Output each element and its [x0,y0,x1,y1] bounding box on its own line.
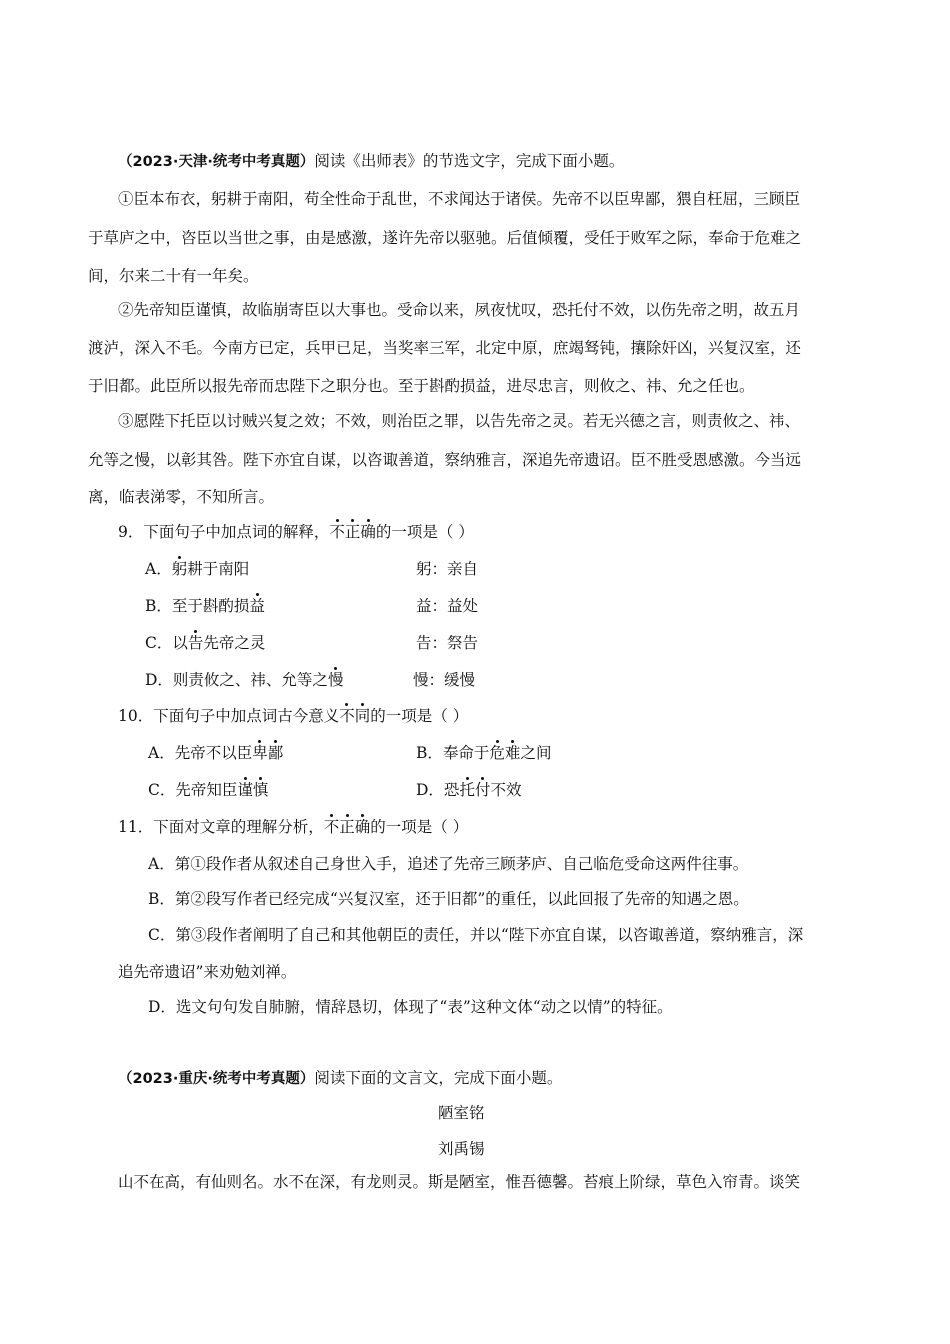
poem-author: 刘禹锡 [438,1140,485,1158]
p1-line3: 间，尔来二十有一年矣。 [88,267,259,285]
q10-option-b: B．奉命于危难之间 [416,744,552,762]
q10-option-c: C．先帝知臣谨慎 [148,781,269,799]
section2-source: （2023·重庆·统考中考真题） [118,1071,315,1087]
q11-stem: 11．下面对文章的理解分析，不正确的一项是（ ） [118,818,469,836]
q9-option-a-explanation: 躬：亲自 [416,560,479,578]
section1-source: （2023·天津·统考中考真题） [118,154,315,170]
q11-option-d: D．选文句句发自肺腑，情辞恳切，体现了“表”这种文体“动之以情”的特征。 [148,998,673,1016]
section2-intro: 阅读下面的文言文，完成下面小题。 [314,1069,563,1087]
q9-option-c: C．以告先帝之灵 [145,634,266,652]
p2-line3: 于旧都。此臣所以报先帝而忠陛下之职分也。至于斟酌损益，进尽忠言，则攸之、祎、允之任也。 [88,377,755,395]
poem-title: 陋室铭 [438,1104,485,1122]
q10-option-d: D．恐托付不效 [416,781,522,799]
q11-option-b: B．第②段写作者已经完成“兴复汉室，还于旧都”的重任，以此回报了先帝的知遇之恩。 [148,890,749,908]
q9-option-d: D．则责攸之、祎、允等之慢 [145,671,344,689]
q10-stem: 10．下面句子中加点词古今意义不同的一项是（ ） [118,707,469,725]
p2-line2: 渡泸，深入不毛。今南方已定，兵甲已足，当奖率三军，北定中原，庶竭驽钝，攘除奸凶，兴复汉室，还 [88,339,802,357]
q9-option-a: A．躬耕于南阳 [145,560,250,578]
q11-option-c-line1: C．第③段作者阐明了自己和其他朝臣的责任，并以“陛下亦宜自谋，以咨诹善道，察纳雅言，深 [148,926,804,944]
q9-option-c-explanation: 告：祭告 [416,634,479,652]
section1-intro: 阅读《出师表》的节选文字，完成下面小题。 [314,152,625,170]
p3-line2: 允等之慢，以彰其咎。陛下亦宜自谋，以咨诹善道，察纳雅言，深追先帝遗诏。臣不胜受恩感激。今当远 [88,451,802,469]
q9-option-b-explanation: 益：益处 [416,597,479,615]
poem-line1: 山不在高，有仙则名。水不在深，有龙则灵。斯是陋室，惟吾德馨。苔痕上阶绿，草色入帘青。谈笑 [118,1173,801,1191]
section2-header [118,1068,562,1089]
p3-line1: ③愿陛下托臣以讨贼兴复之效；不效，则治臣之罪，以告先帝之灵。若无兴德之言，则责攸之、祎、 [118,412,801,430]
q9-option-d-explanation: 慢：缓慢 [413,671,476,689]
q11-option-c-line2: 追先帝遗诏”来劝勉刘禅。 [118,963,297,981]
q11-option-a: A．第①段作者从叙述自己身世入手，追述了先帝三顾茅庐、自己临危受命这两件往事。 [148,855,749,873]
q10-option-a: A．先帝不以臣卑鄙 [148,744,284,762]
p1-line2: 于草庐之中，咨臣以当世之事，由是感激，遂许先帝以驱驰。后值倾覆，受任于败军之际，奉命于危难之 [88,229,802,247]
section1-header [118,151,624,172]
q9-option-b: B．至于斟酌损益 [145,597,265,615]
p1-line1: ①臣本布衣，躬耕于南阳，苟全性命于乱世，不求闻达于诸侯。先帝不以臣卑鄙，猥自枉屈，三顾臣 [118,190,801,208]
p3-line3: 离，临表涕零，不知所言。 [88,488,275,506]
p2-line1: ②先帝知臣谨慎，故临崩寄臣以大事也。受命以来，夙夜忧叹，恐托付不效，以伤先帝之明，故五月 [118,301,801,319]
q9-stem: 9．下面句子中加点词的解释，不正确的一项是（ ） [118,523,474,541]
